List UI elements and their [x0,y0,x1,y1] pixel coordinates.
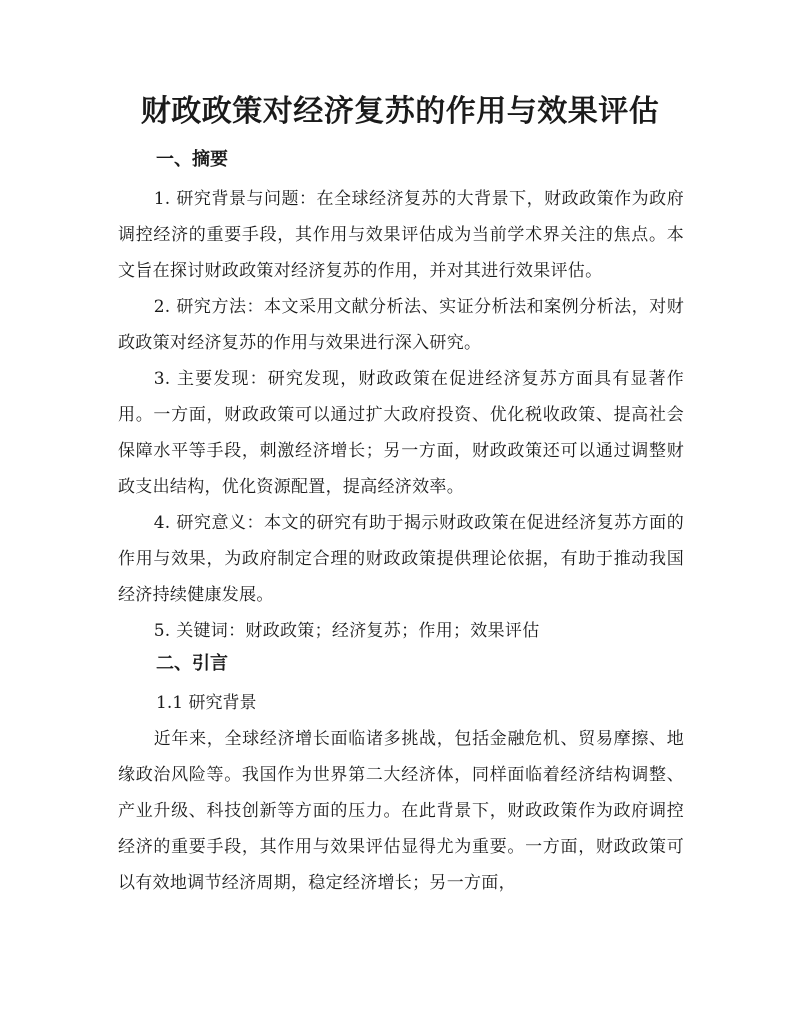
abstract-paragraph-background: 1. 研究背景与问题：在全球经济复苏的大背景下，财政政策作为政府调控经济的重要手段，其作用与效果评估成为当前学术界关注的焦点。本文旨在探讨财政政策对经济复苏的作用，并对其进行效果评估。 [118,189,684,281]
introduction-paragraph: 近年来，全球经济增长面临诸多挑战，包括金融危机、贸易摩擦、地缘政治风险等。我国作为世界第二大经济体，同样面临着经济结构调整、产业升级、科技创新等方面的压力。在此背景下，财政政策作为政府调控经济的重要手段，其作用与效果评估显得尤为重要。一方面，财政政策可以有效地调节经济周期，稳定经济增长；另一方面， [118,729,684,893]
document-title: 财政政策对经济复苏的作用与效果评估 [140,94,660,129]
section-heading-introduction: 二、引言 [156,653,228,674]
abstract-paragraph-keywords: 5. 关键词：财政政策；经济复苏；作用；效果评估 [153,621,540,641]
abstract-paragraph-significance: 4. 研究意义：本文的研究有助于揭示财政政策在促进经济复苏方面的作用与效果，为政府制定合理的财政政策提供理论依据，有助于推动我国经济持续健康发展。 [118,513,684,605]
subsection-heading-background: 1.1 研究背景 [156,693,257,713]
abstract-paragraph-findings: 3. 主要发现：研究发现，财政政策在促进经济复苏方面具有显著作用。一方面，财政政策可以通过扩大政府投资、优化税收政策、提高社会保障水平等手段，刺激经济增长；另一方面，财政政策还可以通过调整财政支出结构，优化资源配置，提高经济效率。 [118,369,684,497]
abstract-paragraph-method: 2. 研究方法：本文采用文献分析法、实证分析法和案例分析法，对财政政策对经济复苏的作用与效果进行深入研究。 [118,297,684,353]
document-body [118,145,684,901]
section-heading-abstract: 一、摘要 [156,149,228,170]
